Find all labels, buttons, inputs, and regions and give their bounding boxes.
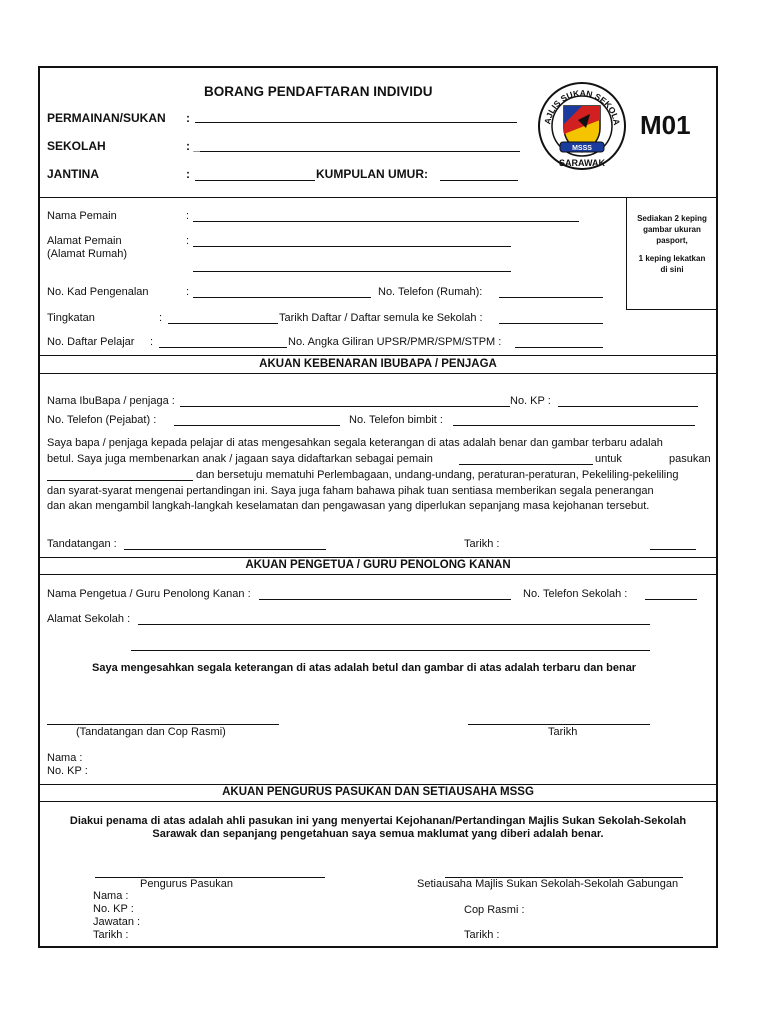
setiausaha-tarikh-label: Tarikh : xyxy=(464,929,500,941)
permainan-label: PERMAINAN/SUKAN xyxy=(47,111,166,125)
sekolah-label: SEKOLAH xyxy=(47,139,106,153)
kumpulan-umur-field[interactable] xyxy=(440,180,518,181)
telefon-rumah-field[interactable] xyxy=(499,297,603,298)
tandatangan-label: Tandatangan : xyxy=(47,538,117,550)
no-daftar-field[interactable] xyxy=(159,347,287,348)
pengetua-statement: Saya mengesahkan segala keterangan di atas adalah betul dan gambar di atas adalah terbaru dan benar xyxy=(92,662,637,674)
ibubapa-paragraph-line-1: Saya bapa / penjaga kepada pelajar di atas mengesahkan segala keterangan di atas adalah benar dan gambar terbaru adalah xyxy=(47,437,663,449)
svg-text:SARAWAK: SARAWAK xyxy=(558,158,606,168)
setiausaha-label: Setiausaha Majlis Sukan Sekolah-Sekolah Gabungan xyxy=(417,878,679,890)
nama-pengetua-field[interactable] xyxy=(259,599,511,600)
telefon-bimbit-field[interactable] xyxy=(453,425,695,426)
ibubapa-paragraph-line-4: dan syarat-syarat mengenai pertandingan ini. Saya juga faham bahawa pihak tuan sentiasa memberikan segala penerangan xyxy=(47,485,654,497)
divider xyxy=(39,355,717,356)
mss-sarawak-logo xyxy=(534,80,630,172)
divider xyxy=(39,557,717,558)
kumpulan-umur-label: KUMPULAN UMUR: xyxy=(316,167,428,181)
pengurus-jawatan-label: Jawatan : xyxy=(93,916,141,928)
no-daftar-label: No. Daftar Pelajar xyxy=(47,336,135,348)
pengetua-tarikh-field[interactable] xyxy=(468,724,650,725)
divider xyxy=(39,373,717,374)
angka-giliran-field[interactable] xyxy=(515,347,603,348)
pasukan-field[interactable] xyxy=(47,480,193,481)
telefon-sekolah-field[interactable] xyxy=(645,599,697,600)
form-title: BORANG PENDAFTARAN INDIVIDU xyxy=(204,84,433,99)
ibubapa-heading: AKUAN KEBENARAN IBUBAPA / PENJAGA xyxy=(259,358,497,370)
divider xyxy=(39,784,717,785)
svg-text:MSSS: MSSS xyxy=(572,145,592,152)
pengetua-heading: AKUAN PENGETUA / GURU PENOLONG KANAN xyxy=(245,559,511,571)
cop-rasmi-label: Cop Rasmi : xyxy=(464,904,525,916)
divider xyxy=(39,197,717,198)
tingkatan-label: Tingkatan xyxy=(47,312,95,324)
ibubapa-tarikh-field[interactable] xyxy=(650,549,696,550)
colon: : xyxy=(159,312,163,324)
alamat-field-2[interactable] xyxy=(193,271,511,272)
pengurus-statement-line-2: Sarawak dan sepanjang pengetahuan saya semua maklumat yang diberi adalah benar. xyxy=(152,828,604,840)
telefon-sekolah-label: No. Telefon Sekolah : xyxy=(523,588,628,600)
ibubapa-kp-field[interactable] xyxy=(558,406,698,407)
alamat-rumah-label: (Alamat Rumah) xyxy=(47,248,128,260)
tarikh-label: Tarikh : xyxy=(464,538,500,550)
tarikh-label: Tarikh xyxy=(548,726,578,738)
jantina-field[interactable] xyxy=(195,180,315,181)
pengurus-tarikh-label: Tarikh : xyxy=(93,929,129,941)
nama-pemain-label: Nama Pemain xyxy=(47,210,117,222)
pengetua-nama-label: Nama : xyxy=(47,752,83,764)
telefon-pejabat-label: No. Telefon (Pejabat) : xyxy=(47,414,157,426)
pemain-sukan-field[interactable] xyxy=(459,464,593,465)
photo-note: Sediakan 2 keping gambar ukuran pasport, 1 keping lekatkan di sini xyxy=(637,214,707,274)
telefon-rumah-label: No. Telefon (Rumah): xyxy=(378,286,483,298)
pengurus-kp-label: No. KP : xyxy=(93,903,134,915)
pengurus-heading: AKUAN PENGURUS PASUKAN DAN SETIAUSAHA MSSG xyxy=(222,786,534,798)
tingkatan-field[interactable] xyxy=(168,323,278,324)
alamat-pemain-label: Alamat Pemain xyxy=(47,235,122,247)
svg-text:MAJLIS SUKAN SEKOLAH: AJLIS SUKAN SEKOLA xyxy=(542,87,622,126)
pengetua-kp-label: No. KP : xyxy=(47,765,88,777)
ibubapa-paragraph-line-5: dan akan mengambil langkah-langkah keselamatan dan pengawasan yang diperlukan sepanjang masa kejohanan tersebut. xyxy=(47,500,650,512)
telefon-pejabat-field[interactable] xyxy=(174,425,340,426)
ibubapa-paragraph-line-3: dan bersetuju mematuhi Perlembagaan, undang-undang, peraturan-peraturan, Pekeliling-pekeliling xyxy=(196,469,679,481)
pengurus-nama-label: Nama : xyxy=(93,890,129,902)
permainan-field[interactable] xyxy=(195,122,517,123)
nama-ibubapa-label: Nama IbuBapa / penjaga : xyxy=(47,395,175,407)
nama-ibubapa-field[interactable] xyxy=(180,406,510,407)
pasukan-label: pasukan xyxy=(669,453,711,465)
kad-pengenalan-field[interactable] xyxy=(193,297,371,298)
alamat-sekolah-field-1[interactable] xyxy=(138,624,650,625)
alamat-field-1[interactable] xyxy=(193,246,511,247)
nama-pemain-field[interactable] xyxy=(193,221,579,222)
ibubapa-kp-label: No. KP : xyxy=(510,395,551,407)
pengetua-signature-field[interactable] xyxy=(47,724,279,725)
colon: : xyxy=(186,111,190,125)
pengurus-statement-line-1: Diakui penama di atas adalah ahli pasukan ini yang menyertai Kejohanan/Pertandingan Majlis Sukan Sekolah-Sekolah xyxy=(69,815,687,827)
colon: : xyxy=(150,336,154,348)
jantina-label: JANTINA xyxy=(47,167,100,181)
colon: : xyxy=(186,286,190,298)
colon: : xyxy=(186,235,190,247)
telefon-bimbit-label: No. Telefon bimbit : xyxy=(349,414,443,426)
pengurus-pasukan-label: Pengurus Pasukan xyxy=(140,878,233,890)
untuk-label: untuk xyxy=(595,453,622,465)
nama-pengetua-label: Nama Pengetua / Guru Penolong Kanan : xyxy=(47,588,251,600)
form-code: M01 xyxy=(640,110,691,140)
colon: : _ xyxy=(186,139,201,153)
alamat-sekolah-field-2[interactable] xyxy=(131,650,650,651)
sekolah-field[interactable] xyxy=(200,151,520,152)
kad-pengenalan-label: No. Kad Pengenalan xyxy=(47,286,149,298)
angka-giliran-label: No. Angka Giliran UPSR/PMR/SPM/STPM : xyxy=(288,336,502,348)
divider xyxy=(39,801,717,802)
colon: : xyxy=(186,167,190,181)
divider xyxy=(39,574,717,575)
colon: : xyxy=(186,210,190,222)
ibubapa-paragraph-line-2: betul. Saya juga membenarkan anak / jagaan saya didaftarkan sebagai pemain xyxy=(47,453,433,465)
tarikh-daftar-field[interactable] xyxy=(499,323,603,324)
alamat-sekolah-label: Alamat Sekolah : xyxy=(47,613,131,625)
tarikh-daftar-label: Tarikh Daftar / Daftar semula ke Sekolah : xyxy=(279,312,483,324)
ibubapa-signature-field[interactable] xyxy=(124,549,326,550)
tandatangan-cop-label: (Tandatangan dan Cop Rasmi) xyxy=(76,726,226,738)
